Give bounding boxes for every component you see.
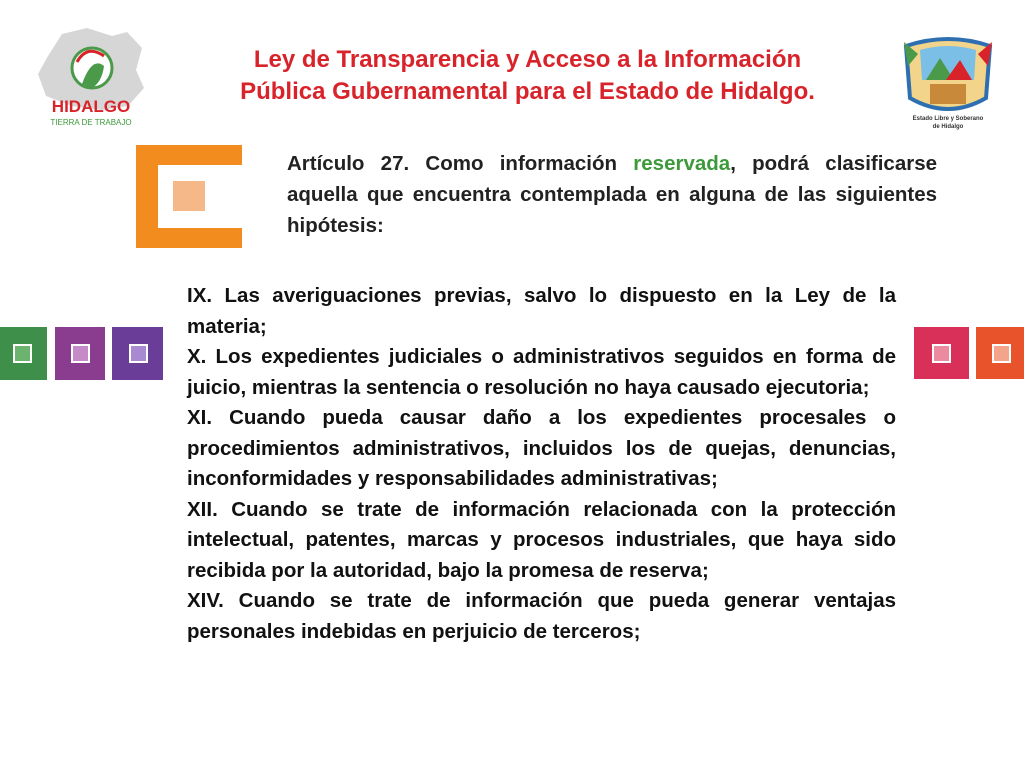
hypotheses-list [187,281,896,647]
intro-lead: Artículo 27. Como información [287,152,634,175]
state-coat-of-arms [900,36,996,134]
hidalgo-map-icon [32,26,150,136]
violet-square-decoration [112,327,163,380]
crimson-square-decoration [914,327,969,379]
coat-of-arms-icon [900,36,996,134]
list-item: XI. Cuando pueda causar daño a los expedientes procesales o procedimientos administrativos, incluidos los de quejas, denuncias, inconformidades y responsabilidades administrativas; [187,406,896,490]
intro-rest: , podrá clasificarse aquella que encuentra contemplada en alguna de las siguientes hipótesis: [287,152,938,237]
intro-highlight: reservada [633,152,731,175]
red-orange-square-decoration [976,327,1024,379]
logo-name: HIDALGO [51,97,131,116]
page-title [170,44,885,108]
list-item: XII. Cuando se trate de información relacionada con la protección intelectual, patentes, marcas y procesos industriales, que haya sido recibida por la autoridad, bajo la promesa de reserva; [187,497,896,582]
list-item: XIV. Cuando se trate de información que pueda generar ventajas personales indebidas en perjuicio de terceros; [187,589,896,643]
list-item: X. Los expedientes judiciales o administrativos seguidos en forma de juicio, mientras la sentencia o resolución no haya causado ejecutoria; [187,345,896,399]
hidalgo-logo [32,26,150,136]
purple-square-decoration [55,327,105,380]
coat-caption-1: Estado Libre y Soberano [912,116,984,122]
orange-bracket-decoration [136,145,244,248]
title-line-1: Ley de Transparencia y Acceso a la Información [253,46,802,73]
title-line-2: Pública Gubernamental para el Estado de Hidalgo. [240,78,815,105]
coat-caption-2: de Hidalgo [932,124,964,130]
article-intro [287,148,937,241]
list-item: IX. Las averiguaciones previas, salvo lo dispuesto en la Ley de la materia; [187,284,896,338]
logo-tagline: TIERRA DE TRABAJO [50,118,132,127]
green-square-decoration [0,327,47,380]
